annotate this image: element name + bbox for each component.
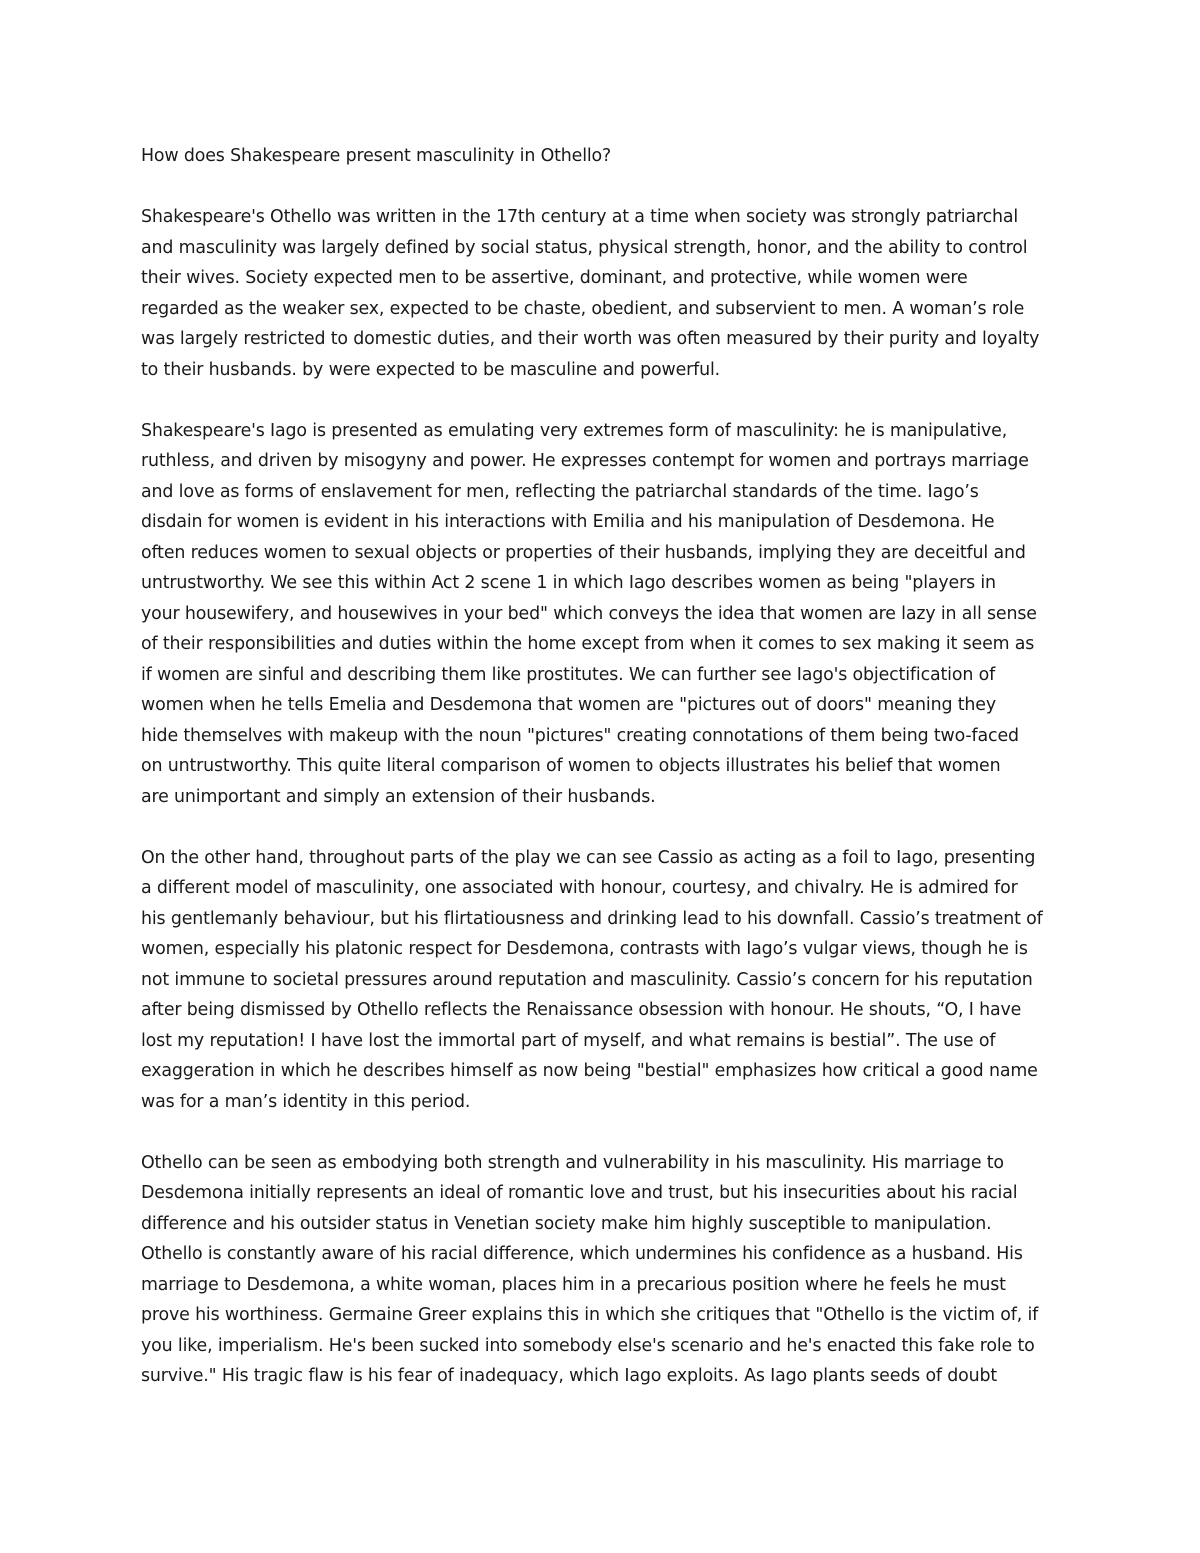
paragraph-line: regarded as the weaker sex, expected to be chaste, obedient, and subservient to men. A woman’s role (141, 298, 1025, 319)
essay-paragraph-2 (141, 416, 1071, 813)
essay-paragraph-4 (141, 1148, 1071, 1392)
paragraph-line: their wives. Society expected men to be assertive, dominant, and protective, while women were (141, 268, 968, 288)
paragraph-line: lost my reputation! I have lost the immortal part of myself, and what remains is bestial”. The use of (141, 1030, 996, 1051)
essay-title: How does Shakespeare present masculinity in Othello? (141, 146, 612, 166)
document-body (141, 141, 1071, 1422)
paragraph-line: women when he tells Emelia and Desdemona that women are "pictures out of doors" meaning they (141, 695, 996, 715)
paragraph-line: Shakespeare's Iago is presented as emulating very extremes form of masculinity: he is manipulative, (141, 420, 1008, 441)
essay-paragraph-1 (141, 202, 1071, 385)
paragraph-line: you like, imperialism. He's been sucked into somebody else's scenario and he's enacted this fake role to (141, 1335, 1035, 1356)
paragraph-line: women, especially his platonic respect for Desdemona, contrasts with Iago’s vulgar views, though he is (141, 939, 1028, 959)
paragraph-line: are unimportant and simply an extension of their husbands. (141, 786, 656, 807)
paragraph-line: not immune to societal pressures around reputation and masculinity. Cassio’s concern for his reputation (141, 969, 1033, 990)
paragraph-line: often reduces women to sexual objects or properties of their husbands, implying they are deceitful and (141, 542, 1026, 563)
paragraph-line: Shakespeare's Othello was written in the 17th century at a time when society was strongly patriarchal (141, 207, 1019, 227)
paragraph-line: of their responsibilities and duties within the home except from when it comes to sex making it seem as (141, 634, 1035, 654)
paragraph-line: On the other hand, throughout parts of the play we can see Cassio as acting as a foil to Iago, presenting (141, 847, 1036, 868)
paragraph-line: exaggeration in which he describes himself as now being "bestial" emphasizes how critical a good name (141, 1061, 1038, 1081)
paragraph-line: survive." His tragic flaw is his fear of inadequacy, which Iago exploits. As Iago plants seeds of doubt (141, 1366, 998, 1386)
essay-paragraph-3 (141, 843, 1071, 1118)
paragraph-line: on untrustworthy. This quite literal comparison of women to objects illustrates his belief that women (141, 756, 1001, 776)
paragraph-line: his gentlemanly behaviour, but his flirtatiousness and drinking lead to his downfall. Cassio’s treatment of (141, 908, 1043, 929)
paragraph-line: Othello is constantly aware of his racial difference, which undermines his confidence as a husband. His (141, 1244, 1023, 1264)
paragraph-line: Othello can be seen as embodying both strength and vulnerability in his masculinity. His marriage to (141, 1152, 1004, 1173)
paragraph-line: was largely restricted to domestic duties, and their worth was often measured by their purity and loyalty (141, 329, 1040, 349)
paragraph-line: and love as forms of enslavement for men, reflecting the patriarchal standards of the time. Iago’s (141, 481, 979, 502)
paragraph-line: your housewifery, and housewives in your bed" which conveys the idea that women are lazy in all sense (141, 603, 1037, 624)
paragraph-line: prove his worthiness. Germaine Greer explains this in which she critiques that "Othello is the victim of, if (141, 1305, 1039, 1325)
paragraph-line: to their husbands. by were expected to be masculine and powerful. (141, 359, 721, 380)
paragraph-line: Desdemona initially represents an ideal of romantic love and trust, but his insecurities about his racial (141, 1183, 1018, 1203)
paragraph-line: a different model of masculinity, one associated with honour, courtesy, and chivalry. He is admired for (141, 878, 1018, 898)
paragraph-line: was for a man’s identity in this period. (141, 1091, 471, 1112)
paragraph-line: ruthless, and driven by misogyny and power. He expresses contempt for women and portrays marriage (141, 451, 1029, 471)
paragraph-line: difference and his outsider status in Venetian society make him highly susceptible to manipulation. (141, 1213, 992, 1234)
paragraph-line: disdain for women is evident in his interactions with Emilia and his manipulation of Desdemona. He (141, 512, 995, 532)
paragraph-line: after being dismissed by Othello reflects the Renaissance obsession with honour. He shouts, “O, I have (141, 1000, 1022, 1020)
paragraph-line: untrustworthy. We see this within Act 2 scene 1 in which Iago describes women as being "players in (141, 573, 996, 593)
paragraph-line: marriage to Desdemona, a white woman, places him in a precarious position where he feels he must (141, 1274, 1006, 1295)
paragraph-line: hide themselves with makeup with the noun "pictures" creating connotations of them being two-faced (141, 725, 1019, 746)
essay-paragraphs (141, 202, 1071, 1392)
paragraph-line: if women are sinful and describing them like prostitutes. We can further see Iago's objectification of (141, 664, 996, 685)
paragraph-line: and masculinity was largely defined by social status, physical strength, honor, and the ability to control (141, 237, 1028, 258)
